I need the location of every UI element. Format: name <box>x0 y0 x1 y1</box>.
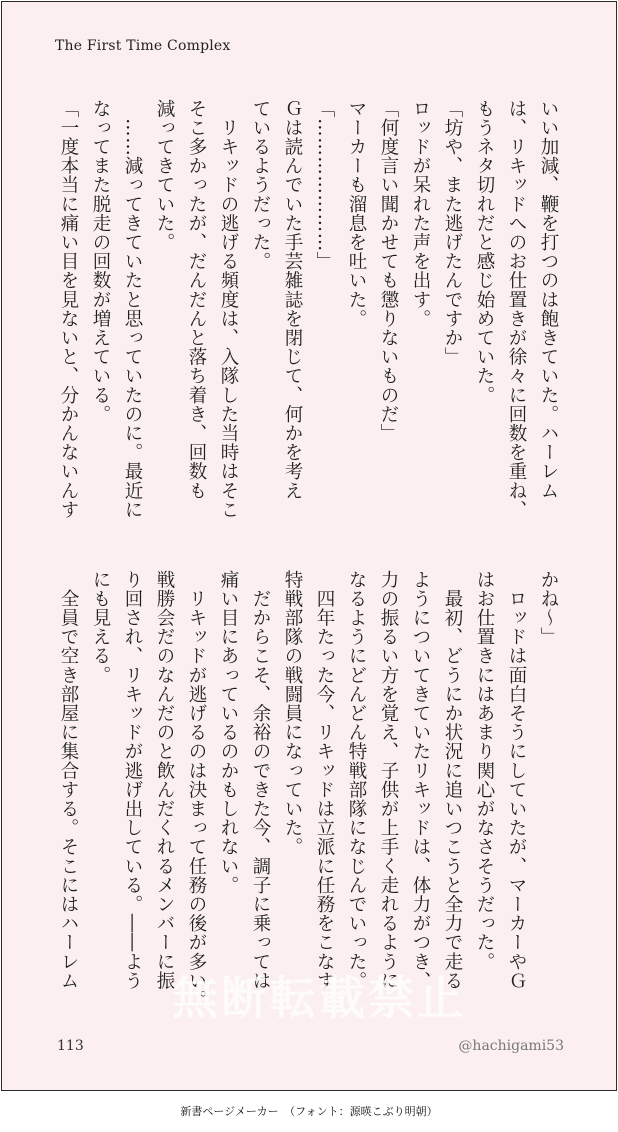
text-line: リキッドの逃げる頻度は、入隊した当時はそこ <box>218 99 239 520</box>
text-line: ロッドは面白そうにしていたが、マーカーやＧ <box>506 570 527 991</box>
upper-text-block <box>54 99 564 535</box>
book-page <box>1 1 617 1091</box>
running-head: The First Time Complex <box>55 38 231 54</box>
text-line: ……減ってきていたと思っていたのに。最近に <box>122 99 143 520</box>
text-line: ようについてきていたリキッドは、体力がつき、 <box>410 570 431 991</box>
text-line: 力の振るい方を覚え、子供が上手く走れるように <box>378 570 399 991</box>
text-line: 「坊や、また逃げたんですか」 <box>442 99 463 367</box>
text-line: 「一度本当に痛い目を見ないと、分かんないんす <box>58 99 79 520</box>
text-line: 減ってきていた。 <box>154 99 175 252</box>
text-line: ているようだった。 <box>250 99 271 271</box>
text-line: はお仕置きにはあまり関心がなさそうだった。 <box>474 570 495 972</box>
lower-text-block <box>54 570 564 1010</box>
text-line: マーカーも溜息を吐いた。 <box>346 99 367 329</box>
text-line: にも見える。 <box>90 570 111 685</box>
text-line: 痛い目にあっているのかもしれない。 <box>218 570 239 895</box>
text-line: かね～」 <box>538 570 559 647</box>
page-number: 113 <box>57 1038 84 1054</box>
text-line: 四年たった今、リキッドは立派に任務をこなす <box>314 570 335 991</box>
text-line: いい加減、鞭を打つのは飽きていた。ハーレム <box>538 99 559 501</box>
text-line: 戦勝会だのなんだのと飲んだくれるメンバーに振 <box>154 570 175 991</box>
text-line: なってまた脱走の回数が増えている。 <box>90 99 111 424</box>
text-line: なるようにどんどん特戦部隊になじんでいった。 <box>346 570 367 991</box>
text-line: 全員で空き部屋に集合する。そこにはハーレム <box>58 570 79 991</box>
text-line: 「何度言い聞かせても懲りないものだ」 <box>378 99 399 443</box>
text-line: 最初、どうにか状況に追いつこうと全力で走る <box>442 570 463 991</box>
text-line: だからこそ、余裕のできた今、調子に乗っては <box>250 570 271 991</box>
text-line: 「…………………」 <box>314 99 335 271</box>
text-line: Ｇは読んでいた手芸雑誌を閉じて、何かを考え <box>282 99 303 501</box>
text-line: り回され、リキッドが逃げ出している。――よう <box>122 570 143 991</box>
watermark: 無断転載禁止 <box>172 971 466 1025</box>
generator-credit: 新書ページメーカー （フォント：源暎こぶり明朝） <box>180 1105 438 1118</box>
text-line: ロッドが呆れた声を出す。 <box>410 99 431 329</box>
text-line: 特戦部隊の戦闘員になっていた。 <box>282 570 303 857</box>
author-handle: @hachigami53 <box>458 1038 564 1054</box>
text-line: リキッドが逃げるのは決まって任務の後が多い。 <box>186 570 207 1010</box>
text-line: そこ多かったが、だんだんと落ち着き、回数も <box>186 99 207 501</box>
text-line: は、リキッドへのお仕置きが徐々に回数を重ね、 <box>506 99 527 520</box>
text-line: もうネタ切れだと感じ始めていた。 <box>474 99 495 405</box>
